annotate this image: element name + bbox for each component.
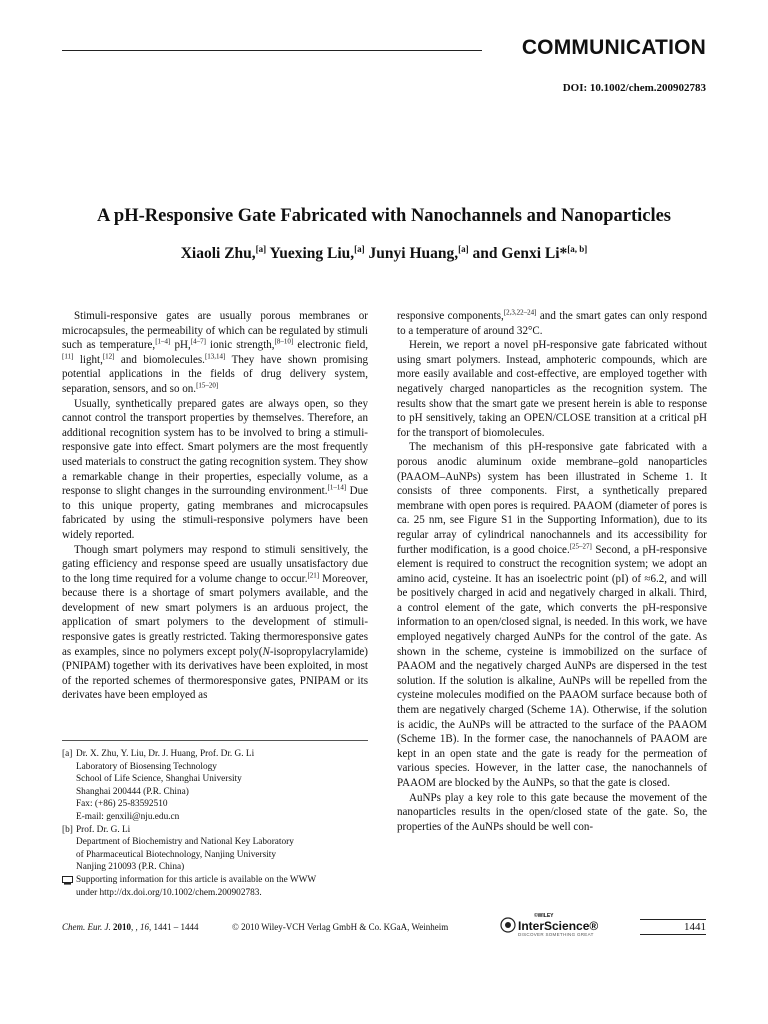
article-title: A pH-Responsive Gate Fabricated with Nanochannels and Nanoparticles	[96, 206, 672, 226]
citation: [12]	[102, 352, 115, 361]
paragraph: Herein, we report a novel pH-responsive gate fabricated without using smart polymers. Instead, amphoteric compounds, which are more easily available and cost-effective, are employed together with negatively charged nanoparticles as the recognition system. The results show that the smart gate we present herein is able to response to pH sensitively, taking an OPEN/CLOSE transition at a critical pH for the transport of biomolecules.	[397, 339, 707, 439]
author-list	[0, 244, 768, 263]
citation: [8–10]	[274, 337, 294, 346]
citation: [4–7]	[190, 337, 206, 346]
affiliation-mark: [a]	[62, 749, 73, 759]
logo-wiley-text: ©WILEY	[534, 913, 554, 919]
affiliation-ref: [a]	[354, 244, 365, 254]
copyright: © 2010 Wiley-VCH Verlag GmbH & Co. KGaA, Weinheim	[232, 922, 449, 932]
affiliation-line: Prof. Dr. G. Li	[76, 824, 131, 835]
citation: [13,14]	[204, 352, 226, 361]
citation: [1–14]	[327, 483, 347, 492]
affiliation-line: Shanghai 200444 (P.R. China)	[76, 786, 189, 797]
computer-icon	[62, 876, 73, 885]
affiliation-line: Laboratory of Biosensing Technology	[76, 761, 217, 772]
supporting-info-line: Supporting information for this article is available on the WWW	[76, 874, 317, 885]
paragraph: Usually, synthetically prepared gates are always open, so they cannot control the transport properties by themselves. Therefore, an additional recognition system has to be involved to bring a stimuli-responsive gate into effect. Smart polymers are the most frequently used materials to construct the gating recognition system. They show a remarkable change in their properties, especially volume, as a response to slight changes in the surrounding environment.[1–14] Due to this unique property, gating membranes and microcapsules fabricated by using the stimuli-responsive polymers have been widely reported.	[62, 397, 368, 541]
citation: [21]	[307, 571, 320, 580]
affiliation-line: Dr. X. Zhu, Y. Liu, Dr. J. Huang, Prof. Dr. G. Li	[76, 749, 255, 759]
section-label: COMMUNICATION	[521, 36, 706, 59]
citation: [2,3,22–24]	[503, 308, 537, 317]
affiliation-line: Department of Biochemistry and National Key Laboratory	[76, 837, 294, 848]
paragraph: responsive components,[2,3,22–24] and the smart gates can only respond to a temperature of around 32°C.	[397, 308, 707, 337]
paragraph: Though smart polymers may respond to stimuli sensitively, the gating efficiency and response speed are usually unsatisfactory due to the long time required for a volume change to occur.[21] Moreover, because there is a shortage of smart polymers available, and the development of new smart polymers is an arduous project, the application of smart polymers to the development of stimuli-responsive gates is greatly restricted. Taking thermoresponsive gates as examples, since no polymers except poly(N-isopropylacrylamide) (PNIPAM) together with its derivatives have been exploited, in most of the reported schemes of thermoresponsive gates, PNIPAM or its derivates have been employed as	[62, 543, 368, 702]
supporting-info-link[interactable]: under http://dx.doi.org/10.1002/chem.200902783.	[76, 887, 262, 898]
affiliation-line: Nanjing 210093 (P.R. China)	[76, 862, 185, 873]
citation: [11]	[62, 352, 74, 361]
author-name: Junyi Huang,	[364, 245, 459, 263]
author-name: and Genxi Li*	[468, 245, 568, 263]
citation: [1–4]	[155, 337, 171, 346]
footnote-rule	[62, 740, 368, 741]
affiliation-ref: [a]	[458, 244, 469, 254]
author-name: Xiaoli Zhu,	[180, 245, 256, 263]
affiliations	[62, 748, 372, 899]
supporting-info-note	[62, 874, 372, 899]
citation: [25–27]	[569, 541, 592, 550]
journal-citation: Chem. Eur. J. 2010, , 16, 1441 – 1444	[62, 922, 199, 932]
paragraph: AuNPs play a key role to this gate because the movement of the nanoparticles results in the open/closed state of the gate. So, the properties of the AuNPs should be well con-	[397, 791, 707, 833]
right-column	[397, 309, 707, 834]
paragraph: Stimuli-responsive gates are usually porous membranes or microcapsules, the permeability of which can be regulated by stimuli such as temperature,[1–4] pH,[4–7] ionic strength,[8–10] electronic field,[11] light,[12] and biomolecules.[13,14] They have shown promising potential applications in the fields of drug delivery system, separation, sensors, and so on.[15–20]	[62, 310, 369, 395]
paragraph: The mechanism of this pH-responsive gate fabricated with a porous anodic aluminum oxide membrane–gold nanoparticles (PAAOM–AuNPs) system has been illustrated in Scheme 1. It consists of three components. First, a synthetically prepared membrane with open pores is required. PAAOM (diameter of pores is ca. 25 nm, see Figure S1 in the Supporting Information), due to its regular array of cylindrical nanochannels and its accessibility for further modification, is a good choice.[25–27] Second, a pH-responsive element is required to construct the recognition system; we adopt an amino acid, cysteine. It has an isoelectric point (pI) of ≈6.2, and will be positively charged in acid and negatively charged in alkali. Third, a control element of the gate, which converts the pH-responsive information to an open/closed signal, is needed. In this work, we have employed negatively charged AuNPs for the control of the gate. As shown in the scheme, cysteine is immobilized on the surface of PAAOM and the negatively charged AuNPs are dispersed in the test solution. If the solution is alkaline, AuNPs will be repelled from the cysteine molecules modified on the PAAOM surface because both of them are negatively charged (Scheme 1A). Otherwise, if the solution is acidic, the AuNPs will be attracted to the surface of the PAAOM (Scheme 1B). In the former case, the nanochannels of PAAOM are kept in an open state and the gate is ready for the permeation of various species. However, in the latter case, the nanochannels of PAAOM are blocked by the AuNPs, so that the gate is closed.	[397, 441, 707, 789]
affiliation-mark: [b]	[62, 824, 73, 835]
citation: [15–20]	[196, 381, 219, 390]
affiliation-line: of Pharmaceutical Biotechnology, Nanjing University	[76, 849, 277, 860]
globe-icon	[500, 917, 516, 933]
interscience-logo	[498, 913, 606, 939]
logo-text: InterScience®	[518, 919, 599, 933]
email-line: E-mail: genxili@nju.edu.cn	[76, 811, 180, 822]
affiliation-b	[62, 824, 372, 874]
author-name: Yuexing Liu,	[266, 245, 355, 263]
affiliation-line: Fax: (+86) 25-83592510	[76, 799, 168, 810]
affiliation-line: School of Life Science, Shanghai University	[76, 774, 242, 785]
affiliation-ref: [a, b]	[567, 244, 588, 254]
affiliation-a	[62, 748, 372, 824]
header-rule	[62, 50, 482, 51]
left-column	[62, 309, 368, 703]
page-number: 1441	[640, 919, 706, 935]
logo-tagline: DISCOVER SOMETHING GREAT	[518, 932, 594, 937]
affiliation-ref: [a]	[255, 244, 267, 254]
doi: DOI: 10.1002/chem.200902783	[562, 82, 706, 94]
